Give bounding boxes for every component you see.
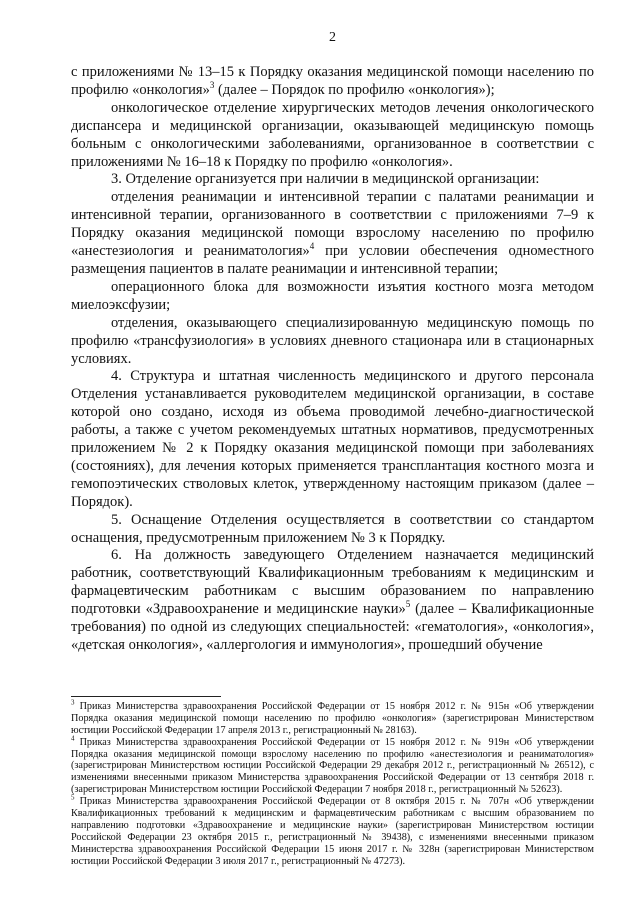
footnote-text: Приказ Министерства здравоохранения Российской Федерации от 15 ноября 2012 г. № 915н «Об утверждении Порядка оказания медицинской помощи населению по профилю «онкология» (зарегистрирован Министерством юстиции Российской Федерации 17 апреля 2013 г., регистрационный № 28163). [71,700,594,736]
paragraph-text-after: при условии обеспечения одноместного размещения пациентов в палате реанимации и интенсивной терапии; [71,243,594,277]
paragraph-8 [71,547,594,654]
paragraph-4: операционного блока для возможности изъятия костного мозга методом миелоэксфузии; [71,278,594,313]
paragraph-5: отделения, оказывающего специализированную медицинскую помощь по профилю «трансфузиология» в условиях дневного стационара или в стационарных условиях. [71,314,594,367]
footnotes [71,698,594,868]
footnote-ref-5: 5 [405,599,411,610]
footnote-text: Приказ Министерства здравоохранения Российской Федерации от 8 октября 2015 г. № 707н «Об утверждении Квалификационных требований к медицинским и фармацевтическим работникам с высшим образованием по направлению подготовки «Здравоохранение и медицинские науки» (зарегистрирован Министерством юстиции Российской Федерации 23 октября 2015 г., регистрационный № 39438), с изменениями внесенными приказом Министерства здравоохранения Российской Федерации 15 июня 2017 г. № 328н (зарегистрирован Министерством юстиции Российской Федерации 3 июля 2017 г., регистрационный № 47273). [71,796,594,867]
page-number: 2 [329,30,336,45]
footnote-number: 5 [71,793,75,802]
footnote-separator [71,696,221,697]
footnote-number: 4 [71,734,75,743]
footnote-ref-4: 4 [309,241,315,252]
footnote-ref-3: 3 [209,80,215,91]
footnote-4 [71,734,594,797]
paragraph-7: 5. Оснащение Отделения осуществляется в соответствии со стандартом оснащения, предусмотренным приложением № 3 к Порядку. [71,511,594,546]
footnote-3 [71,698,594,737]
paragraph-text-after: (далее – Квалификационные требования) по одной из следующих специальностей: «гематология», «онкология», «детская онкология», «аллергология и иммунология», прошедший обучение [71,601,594,653]
paragraph-2: 3. Отделение организуется при наличии в медицинской организации: [111,171,540,188]
paragraph-3 [71,189,594,279]
paragraph-text: с приложениями № 13–15 к Порядку оказания медицинской помощи населению по профилю «онкология» [71,64,594,98]
paragraph-text: 6. На должность заведующего Отделением назначается медицинский работник, соответствующий Квалификационным требованиям к медицинским и фармацевтическим работникам с высшим образованием по направлению подготовки «Здравоохранение и медицинские науки» [71,547,594,618]
footnote-5 [71,793,594,867]
footnote-text: Приказ Министерства здравоохранения Российской Федерации от 15 ноября 2012 г. № 919н «Об утверждении Порядка оказания медицинской помощи взрослому населению по профилю «анестезиология и реаниматология» (зарегистрирован Министерством юстиции Российской Федерации 29 декабря 2012 г., регистрационный № 26512), с изменениями внесенными приказом Министерства здравоохранения Российской Федерации от 13 сентября 2018 г. (зарегистрирован Министерством юстиции Российской Федерации 7 ноября 2018 г., регистрационный № 52623). [71,736,594,796]
paragraph-1: онкологическое отделение хирургических методов лечения онкологического диспансера и медицинской организации, оказывающей медицинскую помощь больным с онкологическими заболеваниями, организованное в соответствии с приложениями № 16–18 к Порядку по профилю «онкология». [71,99,594,170]
paragraph-text: отделения реанимации и интенсивной терапии с палатами реанимации и интенсивной терапии, организованного в соответствии с приложениями 7–9 к Порядку оказания медицинской помощи взрослому населению по профилю «анестезиология и реаниматология» [71,189,594,260]
paragraph-0 [71,64,594,100]
body-text [71,64,594,655]
paragraph-text-after: (далее – Порядок по профилю «онкология»); [214,81,495,98]
footnote-number: 3 [71,698,75,707]
paragraph-6: 4. Структура и штатная численность медицинского и другого персонала Отделения устанавливается руководителем медицинской организации, в составе которой оно создано, исходя из объема проводимой лечебно-диагностической работы, а также с учетом рекомендуемых штатных нормативов, предусмотренных приложением № 2 к Порядку оказания медицинской помощи при заболеваниях (состояниях), для лечения которых применяется трансплантация костного мозга и гемопоэтических стволовых клеток, утвержденному настоящим приказом (далее – Порядок). [71,368,594,510]
